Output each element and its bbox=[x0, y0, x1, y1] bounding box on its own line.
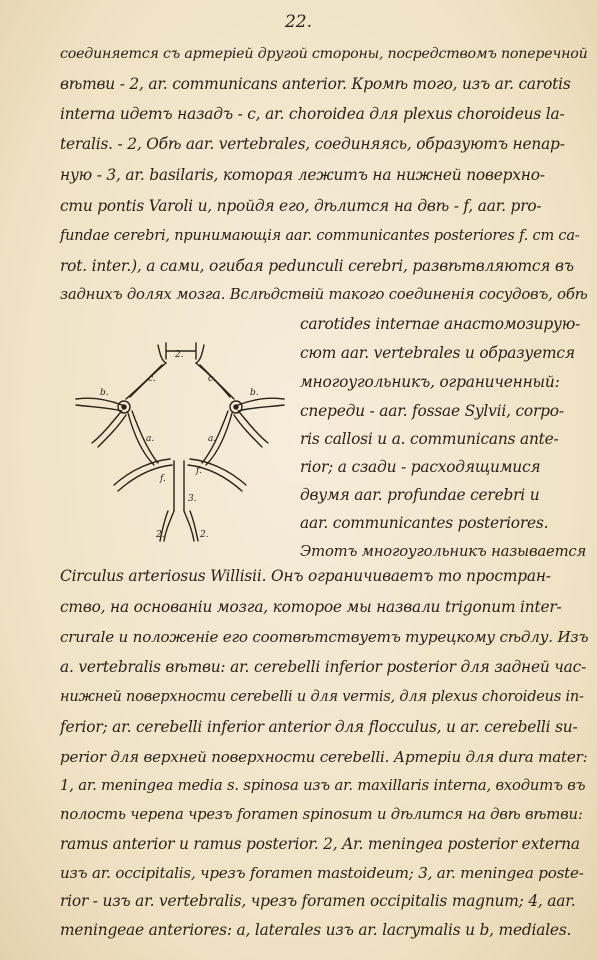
side-line-4: спереди - aar. fossae Sylvii, corpo- bbox=[300, 402, 564, 420]
side-line-3: многоугольникъ, ограниченный: bbox=[300, 373, 560, 391]
text-line-18: полость черепа чрезъ foramen spinosum и дѣлится на двѣ вѣтви: bbox=[60, 806, 583, 823]
text-line-7: fundae cerebri, принимающiя aar. communicantes posteriores f. cт ca- bbox=[60, 228, 580, 244]
text-line-17: 1, ar. meningea media s. spinosa изъ ar. maxillaris interna, входитъ въ bbox=[60, 777, 586, 794]
text-line-16: perior для верхней поверхности cerebelli. Артерiи для dura mater: bbox=[60, 748, 588, 766]
label-2-left: 2. bbox=[156, 530, 165, 540]
page-number: 22. bbox=[284, 12, 313, 32]
label-2-right: 2. bbox=[200, 530, 209, 540]
label-c-left: c. bbox=[148, 374, 156, 384]
text-line-22: meningeae anteriores: a, laterales изъ ar. lacrymalis и b, mediales. bbox=[60, 921, 572, 939]
text-line-10: Circulus arteriosus Willisii. Онъ ограничиваетъ то простран- bbox=[60, 567, 551, 585]
text-line-11: ство, на основанiи мозга, которое мы назвали trigonum inter- bbox=[60, 598, 562, 616]
text-line-1: соединяется съ артерiей другой стороны, посредствомъ поперечной bbox=[60, 46, 588, 62]
text-line-6: сти pontis Varoli и, пройдя его, дѣлится на двѣ - f, aar. pro- bbox=[60, 197, 542, 215]
text-line-19: ramus anterior и ramus posterior. 2, Ar. meningea posterior externa bbox=[60, 835, 580, 853]
text-line-15: ferior; ar. cerebelli inferior anterior для flocculus, и ar. cerebelli su- bbox=[60, 718, 578, 736]
text-line-12: crurale и положенiе его соотвѣтствуетъ турецкому сѣдлу. Изъ bbox=[60, 628, 589, 646]
label-a-right: a. bbox=[208, 434, 217, 444]
side-line-2: сют aar. vertebrales и образуется bbox=[300, 344, 575, 362]
text-line-4: teralis. - 2, Обѣ aar. vertebrales, соединяясь, образуютъ непар- bbox=[60, 135, 565, 153]
label-a-left: a. bbox=[146, 434, 155, 444]
label-f-left: f. bbox=[160, 474, 166, 484]
label-f-right: f. bbox=[196, 466, 202, 476]
side-line-1: carotides internae анастомозирую- bbox=[300, 315, 581, 333]
text-line-3: interna идетъ назадъ - c, ar. choroidea для plexus choroideus la- bbox=[60, 105, 565, 123]
text-line-21: rior - изъ ar. vertebralis, чрезъ foramen occipitalis magnum; 4, aar. bbox=[60, 892, 576, 910]
text-line-14: нижней поверхности cerebelli и для vermis, для plexus choroideus in- bbox=[60, 689, 584, 705]
side-line-7: двумя aar. profundae cerebri и bbox=[300, 486, 540, 504]
label-3: 3. bbox=[188, 494, 197, 504]
side-line-6: rior; а сзади - расходящимися bbox=[300, 458, 541, 476]
text-line-13: a. vertebralis вѣтви: ar. cerebelli inferior posterior для задней час- bbox=[60, 658, 587, 676]
text-line-9: заднихъ долях мозга. Вслѣдствiй такого соединенiя сосудовъ, обѣ bbox=[60, 286, 588, 303]
text-line-5: ную - 3, ar. basilaris, которая лежитъ на нижней поверхно- bbox=[60, 166, 545, 184]
text-line-20: изъ ar. occipitalis, чрезъ foramen mastoideum; 3, ar. meningea poste- bbox=[60, 864, 584, 882]
circle-of-willis-diagram bbox=[62, 335, 298, 555]
side-line-5: ris callosi и а. communicans ante- bbox=[300, 430, 559, 448]
text-line-8: rot. inter.), а сами, огибая pedunculi cerebri, развѣтвляются въ bbox=[60, 257, 574, 275]
label-top: 2. bbox=[175, 350, 184, 360]
label-c-right: c. bbox=[208, 374, 216, 384]
text-line-2: вѣтви - 2, ar. communicans anterior. Кромѣ того, изъ ar. carotis bbox=[60, 75, 571, 93]
side-line-9: Этотъ многоугольникъ называется bbox=[300, 543, 587, 560]
label-b-right: b. bbox=[250, 388, 259, 398]
label-b-left: b. bbox=[100, 388, 109, 398]
side-line-8: aar. communicantes posteriores. bbox=[300, 514, 549, 532]
